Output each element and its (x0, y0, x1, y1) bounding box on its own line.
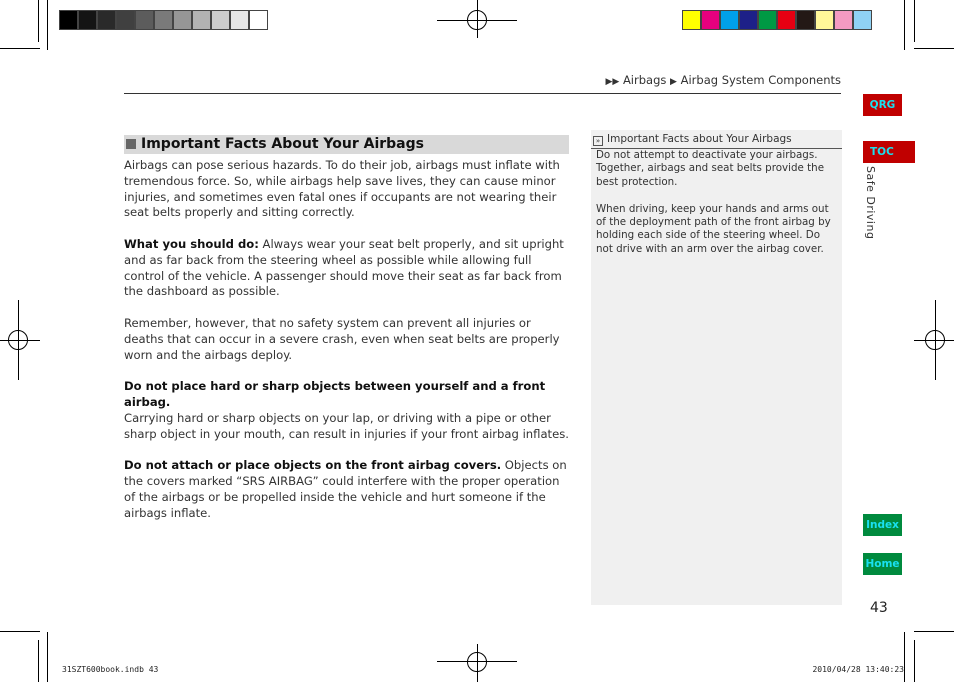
sidebar-note-header (591, 130, 842, 149)
body-paragraph-2-bold: What you should do: (124, 236, 259, 251)
page-number: 43 (870, 600, 888, 616)
grayscale-swatch (116, 10, 135, 30)
grayscale-swatch (135, 10, 154, 30)
body-paragraph-4-bold: Do not place hard or sharp objects between yourself and a front airbag. (124, 379, 546, 409)
note-icon: » (593, 136, 603, 146)
breadcrumb (605, 73, 841, 87)
footer-timestamp: 2010/04/28 13:40:23 (812, 665, 904, 674)
sidebar-note-title: Important Facts about Your Airbags (607, 133, 792, 145)
grayscale-swatch (249, 10, 268, 30)
grayscale-swatch (78, 10, 97, 30)
sidebar-note (591, 130, 842, 605)
footer-file-info: 31SZT600book.indb 43 (62, 665, 159, 674)
body-paragraph-1: Airbags can pose serious hazards. To do their job, airbags must inflate with tremendous force. So, while airbags help save lives, they can cause minor injuries, and sometimes even fatal ones if occupants are not wearing their seat belts properly and sitting correctly. (124, 158, 560, 220)
main-body (124, 158, 572, 537)
body-paragraph-2-text: Always wear your seat belt properly, and sit upright and as far back from the steering wheel as possible while allowing full control of the vehicle. A passenger should move their seat as far back from the dashboard as possible. (124, 236, 564, 299)
sidebar-paragraph-1: Do not attempt to deactivate your airbags. Together, airbags and seat belts provide the best protection. (596, 149, 825, 188)
color-swatch (720, 10, 739, 30)
color-swatch (796, 10, 815, 30)
grayscale-swatch (230, 10, 249, 30)
color-swatch (777, 10, 796, 30)
sidebar-note-body (596, 149, 839, 270)
breadcrumb-item-airbag-system-components[interactable]: Airbag System Components (680, 73, 841, 87)
home-button[interactable]: Home (863, 553, 902, 575)
grayscale-swatch (97, 10, 116, 30)
body-paragraph-4 (124, 379, 572, 442)
body-paragraph-2 (124, 237, 572, 300)
grayscale-swatch (154, 10, 173, 30)
body-paragraph-5-bold: Do not attach or place objects on the front airbag covers. (124, 458, 502, 473)
section-heading (124, 135, 569, 154)
index-button[interactable]: Index (863, 514, 902, 536)
section-heading-text: Important Facts About Your Airbags (141, 136, 424, 152)
body-paragraph-5 (124, 458, 572, 521)
toc-button[interactable]: TOC (863, 141, 915, 163)
body-paragraph-4-text: Carrying hard or sharp objects on your lap, or driving with a pipe or other sharp object in your mouth, can result in injuries if your front airbag inflates. (124, 410, 569, 441)
square-bullet-icon (126, 139, 136, 149)
breadcrumb-arrow-icon: ▶▶ (605, 77, 620, 87)
color-swatch (815, 10, 834, 30)
body-paragraph-5-text: Objects on the covers marked “SRS AIRBAG” could interfere with the proper operation of the airbags or be propelled inside the vehicle and hurt someone if the airbags inflate. (124, 458, 567, 520)
sidebar-paragraph-2: When driving, keep your hands and arms out of the deployment path of the front airbag by holding each side of the steering wheel. Do not drive with an arm over the airbag cover. (596, 202, 831, 255)
color-swatch (758, 10, 777, 30)
color-swatch (834, 10, 853, 30)
color-swatch (682, 10, 701, 30)
grayscale-swatch (192, 10, 211, 30)
section-tab-label: Safe Driving (864, 166, 877, 240)
grayscale-swatch (59, 10, 78, 30)
qrg-button[interactable]: QRG (863, 94, 902, 116)
body-paragraph-3: Remember, however, that no safety system can prevent all injuries or deaths that can occur in a severe crash, even when seat belts are properly worn and the airbags deploy. (124, 315, 560, 362)
breadcrumb-item-airbags[interactable]: Airbags (622, 73, 667, 87)
grayscale-swatch (173, 10, 192, 30)
color-swatch (853, 10, 872, 30)
color-swatch (739, 10, 758, 30)
grayscale-swatch (211, 10, 230, 30)
header-divider (124, 93, 841, 94)
color-swatch (701, 10, 720, 30)
breadcrumb-arrow-icon: ▶ (670, 77, 677, 87)
